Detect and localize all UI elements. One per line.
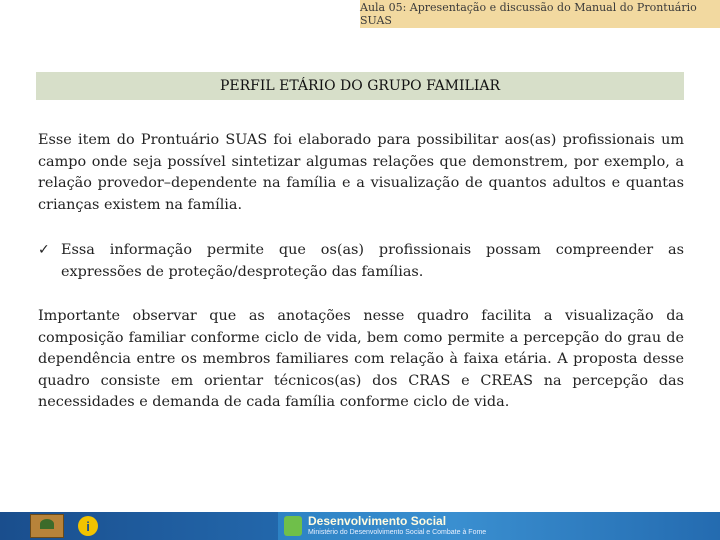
bullet-item (38, 240, 684, 283)
ministry-brand-subtitle: Ministério do Desenvolvimento Social e Combate à Fome (308, 529, 487, 536)
ministry-logo-icon (284, 516, 302, 536)
footer-bar (0, 512, 720, 540)
course-header-text: Aula 05: Apresentação e discussão do Manual do Prontuário SUAS (360, 1, 697, 27)
ministry-brand-block (278, 512, 720, 540)
ministry-brand-title: Desenvolvimento Social (308, 514, 447, 528)
closing-paragraph: Importante observar que as anotações nesse quadro facilita a visualização da composição familiar conforme ciclo de vida, bem como permite a percepção do grau de dependência entre os membros familiares com relação à faixa etária. A proposta desse quadro consiste em orientar técnicos(as) dos CRAS e CREAS na percepção das necessidades e demanda de cada família conforme ciclo de vida. (38, 308, 684, 410)
intro-paragraph: Esse item do Prontuário SUAS foi elaborado para possibilitar aos(as) profissionais um campo onde seja possível sintetizar algumas relações que demonstrem, por exemplo, a relação provedor–dependente na família e a visualização de quantos adultos e quantas crianças existem na família. (38, 132, 684, 213)
info-logo-icon: i (78, 516, 98, 536)
section-title: PERFIL ETÁRIO DO GRUPO FAMILIAR (219, 78, 501, 94)
bullet-text: Essa informação permite que os(as) profissionais possam compreender as expressões de proteção/desproteção das famílias. (61, 242, 684, 280)
checkmark-icon: ✓ (38, 242, 50, 258)
course-header-banner (360, 0, 720, 28)
section-title-bar (36, 72, 684, 100)
coat-of-arms-icon (30, 514, 64, 538)
